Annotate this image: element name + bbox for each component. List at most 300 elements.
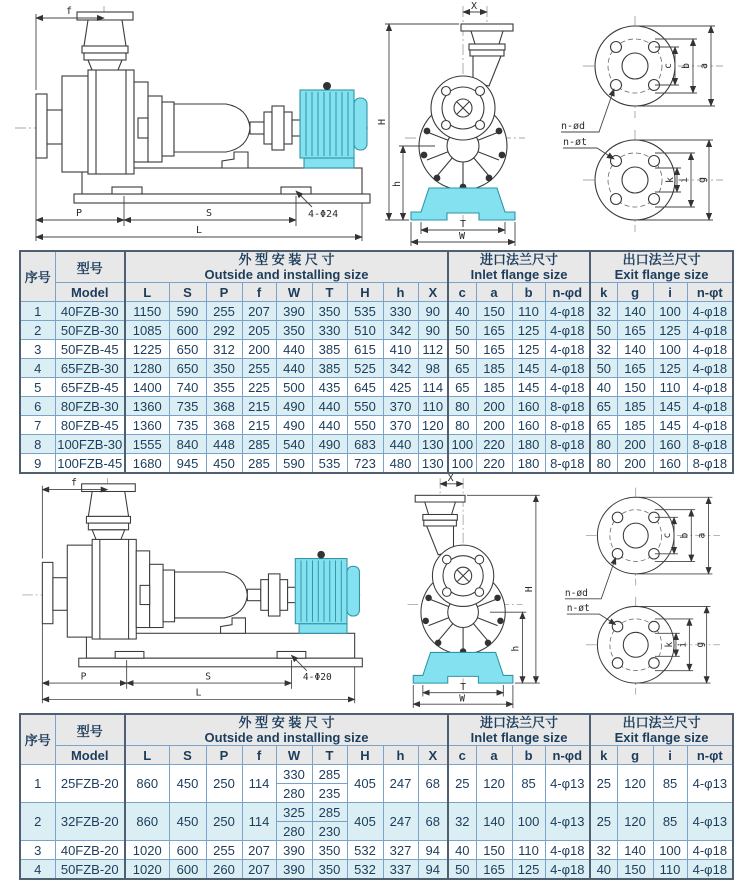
dim-c-label: c: [663, 62, 674, 70]
cell-W: 390: [276, 841, 312, 860]
cell-model: 100FZB-30: [55, 435, 125, 454]
cell-nt: 4-φ18: [687, 860, 733, 880]
flange-detail-drawing-2: [555, 480, 750, 708]
cell-X: 130: [418, 454, 448, 474]
cell-L: 1360: [125, 397, 169, 416]
cell-b: 180: [512, 454, 545, 474]
cell-L: 1360: [125, 416, 169, 435]
header-model-cn: 型号: [55, 251, 125, 283]
cell-T: 350: [312, 841, 347, 860]
dim-L-label: L: [196, 225, 203, 236]
foot-hole-note-1: 4-Φ24: [308, 209, 339, 220]
header-col-T: T: [312, 746, 347, 765]
cell-k: 50: [590, 321, 617, 340]
header-col-h: h: [383, 283, 418, 302]
dim-i-label: i: [679, 176, 690, 184]
cell-X: 130: [418, 435, 448, 454]
header-col-c: c: [448, 746, 476, 765]
cell-i: 85: [653, 803, 687, 841]
cell-f: 225: [242, 378, 276, 397]
header-col-i: i: [653, 746, 687, 765]
cell-b: 125: [512, 860, 545, 880]
cell-P: 312: [206, 340, 242, 359]
cell-T: 330: [312, 321, 347, 340]
cell-nt: 4-φ18: [687, 397, 733, 416]
cell-L: 1085: [125, 321, 169, 340]
cell-nd: 8-φ18: [545, 454, 590, 474]
dim-k-label: k: [665, 176, 676, 184]
cell-k: 50: [590, 359, 617, 378]
cell-T-2: 235: [312, 784, 347, 803]
cell-nt: 8-φ18: [687, 454, 733, 474]
cell-no: 4: [20, 359, 55, 378]
cell-nt: 4-φ18: [687, 841, 733, 860]
header-outside-en: Outside and installing size: [204, 267, 369, 282]
cell-i: 110: [653, 378, 687, 397]
exit-bolt-note: n-øt: [566, 603, 590, 615]
inlet-bolt-note: n-ød: [564, 587, 588, 599]
cell-nd: 4-φ18: [545, 359, 590, 378]
header-exit-group: [590, 714, 733, 746]
cell-L: 1225: [125, 340, 169, 359]
cell-H: 525: [347, 359, 383, 378]
cell-f: 285: [242, 435, 276, 454]
dim-g-label: g: [694, 641, 706, 648]
cell-S: 590: [169, 302, 206, 321]
cell-L: 860: [125, 803, 169, 841]
cell-H: 405: [347, 765, 383, 803]
cell-g: 150: [617, 860, 653, 880]
cell-W: 440: [276, 359, 312, 378]
cell-c: 25: [448, 765, 476, 803]
cell-no: 6: [20, 397, 55, 416]
cell-i: 100: [653, 841, 687, 860]
cell-model: 100FZB-45: [55, 454, 125, 474]
cell-model: 80FZB-45: [55, 416, 125, 435]
table-row: [20, 378, 733, 397]
dim-i-label: i: [677, 641, 689, 648]
header-outside-cn: 外 型 安 装 尺 寸: [238, 715, 335, 730]
cell-T: 440: [312, 416, 347, 435]
cell-X: 114: [418, 378, 448, 397]
cell-f: 207: [242, 841, 276, 860]
cell-nd: 4-φ18: [545, 841, 590, 860]
cell-S: 650: [169, 340, 206, 359]
cell-W: 440: [276, 340, 312, 359]
cell-H: 550: [347, 416, 383, 435]
table-row: [20, 435, 733, 454]
header-col-f: f: [242, 746, 276, 765]
cell-h: 327: [383, 841, 418, 860]
cell-W-2: 280: [276, 822, 312, 841]
cell-T-2: 230: [312, 822, 347, 841]
cell-h: 342: [383, 321, 418, 340]
cell-g: 140: [617, 340, 653, 359]
cell-f: 114: [242, 765, 276, 803]
cell-c: 65: [448, 359, 476, 378]
cell-W: 490: [276, 397, 312, 416]
cell-a: 220: [476, 454, 512, 474]
cell-H: 535: [347, 302, 383, 321]
header-col-b: b: [512, 283, 545, 302]
header-col-a: a: [476, 746, 512, 765]
cell-h: 342: [383, 359, 418, 378]
header-model-en: Model: [55, 746, 125, 765]
header-col-H: H: [347, 283, 383, 302]
cell-no: 7: [20, 416, 55, 435]
cell-i: 100: [653, 340, 687, 359]
cell-H: 532: [347, 860, 383, 880]
dim-X-label: X: [447, 472, 454, 484]
cell-W: 330: [276, 765, 312, 784]
cell-L: 860: [125, 765, 169, 803]
cell-S: 840: [169, 435, 206, 454]
cell-T: 435: [312, 378, 347, 397]
header-col-X: X: [418, 746, 448, 765]
cell-k: 25: [590, 765, 617, 803]
dim-P-label: P: [80, 671, 87, 683]
cell-P: 368: [206, 416, 242, 435]
header-col-k: k: [590, 283, 617, 302]
inlet-bolt-note: n-ød: [561, 121, 586, 132]
cell-model: 50FZB-30: [55, 321, 125, 340]
cell-b: 125: [512, 321, 545, 340]
dim-f-label: f: [71, 477, 77, 489]
cell-X: 120: [418, 416, 448, 435]
header-col-P: P: [206, 283, 242, 302]
table-1-body: [20, 302, 733, 474]
dim-S-label: S: [206, 208, 213, 219]
header-col-W: W: [276, 283, 312, 302]
cell-S: 600: [169, 860, 206, 880]
header-col-h: h: [383, 746, 418, 765]
dim-b-label: b: [681, 62, 692, 70]
cell-c: 50: [448, 340, 476, 359]
cell-a: 220: [476, 435, 512, 454]
header-outside-cn: 外 型 安 装 尺 寸: [238, 252, 335, 267]
header-col-S: S: [169, 746, 206, 765]
header-inlet-group: [448, 251, 590, 283]
cell-S: 740: [169, 378, 206, 397]
header-col-T: T: [312, 283, 347, 302]
cell-no: 8: [20, 435, 55, 454]
dim-a-label: a: [696, 532, 708, 539]
cell-g: 150: [617, 378, 653, 397]
cell-i: 160: [653, 435, 687, 454]
cell-X: 110: [418, 397, 448, 416]
cell-P: 255: [206, 302, 242, 321]
cell-W: 390: [276, 302, 312, 321]
cell-b: 145: [512, 378, 545, 397]
cell-b: 85: [512, 765, 545, 803]
header-inlet-group: [448, 714, 590, 746]
table-row: [20, 321, 733, 340]
cell-i: 160: [653, 454, 687, 474]
header-col-X: X: [418, 283, 448, 302]
cell-b: 160: [512, 397, 545, 416]
cell-L: 1020: [125, 860, 169, 880]
cell-c: 100: [448, 454, 476, 474]
cell-T: 385: [312, 340, 347, 359]
cell-g: 120: [617, 765, 653, 803]
header-col-H: H: [347, 746, 383, 765]
cell-nd: 4-φ18: [545, 340, 590, 359]
cell-g: 140: [617, 841, 653, 860]
header-outside-group: [125, 251, 448, 283]
cell-c: 65: [448, 378, 476, 397]
cell-L: 1400: [125, 378, 169, 397]
cell-S: 600: [169, 841, 206, 860]
cell-f: 215: [242, 397, 276, 416]
cell-a: 150: [476, 302, 512, 321]
drawing-set-2: [0, 472, 750, 708]
cell-nd: 4-φ18: [545, 321, 590, 340]
dim-h-label: h: [392, 180, 403, 188]
cell-f: 207: [242, 860, 276, 880]
cell-W-2: 280: [276, 784, 312, 803]
cell-k: 80: [590, 435, 617, 454]
header-col-L: L: [125, 283, 169, 302]
table-2-body: [20, 765, 733, 880]
cell-b: 125: [512, 340, 545, 359]
cell-c: 50: [448, 321, 476, 340]
cell-b: 110: [512, 841, 545, 860]
dim-c-label: c: [662, 532, 674, 539]
cell-P: 250: [206, 765, 242, 803]
cell-c: 50: [448, 860, 476, 880]
header-seq: 序号: [20, 251, 55, 302]
header-exit-cn: 出口法兰尺寸: [622, 715, 701, 730]
pump-front-view-drawing-2: [375, 472, 555, 708]
cell-nt: 4-φ18: [687, 302, 733, 321]
dim-T-label: T: [460, 219, 467, 230]
cell-W: 540: [276, 435, 312, 454]
dim-k-label: k: [664, 641, 676, 648]
header-col-f: f: [242, 283, 276, 302]
cell-P: 260: [206, 860, 242, 880]
cell-f: 215: [242, 416, 276, 435]
cell-S: 735: [169, 397, 206, 416]
table-row: [20, 454, 733, 474]
cell-c: 80: [448, 416, 476, 435]
header-exit-cn: 出口法兰尺寸: [622, 252, 701, 267]
header-col-a: a: [476, 283, 512, 302]
cell-g: 120: [617, 803, 653, 841]
dimension-table-1: [19, 250, 734, 474]
cell-k: 65: [590, 397, 617, 416]
table-row: [20, 416, 733, 435]
cell-model: 80FZB-30: [55, 397, 125, 416]
cell-h: 480: [383, 454, 418, 474]
cell-H: 645: [347, 378, 383, 397]
cell-L: 1280: [125, 359, 169, 378]
header-col-i: i: [653, 283, 687, 302]
table-row: [20, 803, 733, 822]
cell-no: 1: [20, 765, 55, 803]
cell-f: 114: [242, 803, 276, 841]
header-exit-en: Exit flange size: [614, 267, 709, 282]
header-col-n-φd: n-φd: [545, 283, 590, 302]
cell-T: 350: [312, 860, 347, 880]
cell-k: 80: [590, 454, 617, 474]
cell-b: 160: [512, 416, 545, 435]
cell-i: 110: [653, 860, 687, 880]
cell-model: 50FZB-45: [55, 340, 125, 359]
flange-detail-drawing-1: [555, 0, 750, 245]
header-model-cn: 型号: [55, 714, 125, 746]
cell-k: 40: [590, 860, 617, 880]
cell-a: 200: [476, 397, 512, 416]
dim-f-label: f: [66, 6, 73, 17]
header-seq: 序号: [20, 714, 55, 765]
cell-a: 185: [476, 359, 512, 378]
header-inlet-cn: 进口法兰尺寸: [480, 715, 559, 730]
cell-g: 200: [617, 435, 653, 454]
dim-X-label: X: [471, 1, 478, 12]
header-col-g: g: [617, 746, 653, 765]
cell-k: 32: [590, 841, 617, 860]
cell-nd: 8-φ18: [545, 397, 590, 416]
cell-H: 510: [347, 321, 383, 340]
cell-g: 140: [617, 302, 653, 321]
cell-X: 90: [418, 321, 448, 340]
cell-i: 100: [653, 302, 687, 321]
dim-H-label: H: [377, 118, 388, 126]
cell-a: 185: [476, 378, 512, 397]
cell-H: 532: [347, 841, 383, 860]
cell-k: 40: [590, 378, 617, 397]
cell-L: 1680: [125, 454, 169, 474]
dim-a-label: a: [699, 62, 710, 70]
pump-side-view-drawing-2: [0, 477, 375, 708]
cell-model: 65FZB-30: [55, 359, 125, 378]
cell-i: 125: [653, 321, 687, 340]
cell-T: 350: [312, 302, 347, 321]
cell-W: 500: [276, 378, 312, 397]
cell-T: 490: [312, 435, 347, 454]
cell-nt: 4-φ18: [687, 340, 733, 359]
cell-W: 390: [276, 860, 312, 880]
cell-H: 550: [347, 397, 383, 416]
header-col-c: c: [448, 283, 476, 302]
cell-P: 368: [206, 397, 242, 416]
cell-nd: 4-φ13: [545, 765, 590, 803]
header-col-g: g: [617, 283, 653, 302]
cell-nt: 4-φ13: [687, 803, 733, 841]
cell-P: 448: [206, 435, 242, 454]
cell-c: 40: [448, 841, 476, 860]
cell-P: 292: [206, 321, 242, 340]
cell-no: 3: [20, 841, 55, 860]
cell-h: 425: [383, 378, 418, 397]
cell-H: 405: [347, 803, 383, 841]
dim-b-label: b: [679, 532, 691, 539]
header-inlet-cn: 进口法兰尺寸: [480, 252, 559, 267]
cell-h: 337: [383, 860, 418, 880]
header-col-k: k: [590, 746, 617, 765]
cell-a: 150: [476, 841, 512, 860]
cell-h: 370: [383, 397, 418, 416]
header-col-W: W: [276, 746, 312, 765]
cell-L: 1020: [125, 841, 169, 860]
cell-f: 285: [242, 454, 276, 474]
cell-W: 350: [276, 321, 312, 340]
cell-a: 165: [476, 860, 512, 880]
table-row: [20, 302, 733, 321]
cell-S: 650: [169, 359, 206, 378]
cell-nd: 4-φ18: [545, 860, 590, 880]
dim-S-label: S: [205, 671, 211, 683]
cell-H: 683: [347, 435, 383, 454]
cell-g: 185: [617, 416, 653, 435]
cell-nd: 4-φ13: [545, 803, 590, 841]
cell-no: 2: [20, 803, 55, 841]
cell-a: 165: [476, 340, 512, 359]
cell-no: 1: [20, 302, 55, 321]
cell-S: 735: [169, 416, 206, 435]
cell-L: 1555: [125, 435, 169, 454]
header-inlet-en: Inlet flange size: [470, 730, 568, 745]
cell-W: 325: [276, 803, 312, 822]
cell-nd: 4-φ18: [545, 378, 590, 397]
cell-k: 25: [590, 803, 617, 841]
cell-S: 450: [169, 803, 206, 841]
cell-T: 385: [312, 359, 347, 378]
cell-nt: 4-φ18: [687, 359, 733, 378]
subheader-row: [20, 746, 733, 765]
drawing-set-1: [0, 0, 750, 245]
cell-i: 145: [653, 397, 687, 416]
cell-P: 250: [206, 803, 242, 841]
header-inlet-en: Inlet flange size: [470, 267, 568, 282]
table-row: [20, 397, 733, 416]
cell-X: 68: [418, 803, 448, 841]
cell-i: 145: [653, 416, 687, 435]
cell-W: 490: [276, 416, 312, 435]
cell-a: 200: [476, 416, 512, 435]
header-col-n-φt: n-φt: [687, 283, 733, 302]
dim-W-label: W: [459, 693, 466, 705]
dim-P-label: P: [76, 208, 83, 219]
cell-P: 450: [206, 454, 242, 474]
dim-g-label: g: [697, 176, 708, 184]
cell-X: 68: [418, 765, 448, 803]
cell-g: 200: [617, 454, 653, 474]
header-outside-en: Outside and installing size: [204, 730, 369, 745]
cell-T: 285: [312, 765, 347, 784]
cell-H: 723: [347, 454, 383, 474]
header-model-en: Model: [55, 283, 125, 302]
cell-f: 200: [242, 340, 276, 359]
cell-model: 40FZB-20: [55, 841, 125, 860]
cell-X: 94: [418, 860, 448, 880]
cell-nd: 8-φ18: [545, 416, 590, 435]
cell-S: 945: [169, 454, 206, 474]
table-row: [20, 765, 733, 784]
table-row: [20, 340, 733, 359]
cell-nt: 8-φ18: [687, 435, 733, 454]
cell-no: 4: [20, 860, 55, 880]
header-col-n-φd: n-φd: [545, 746, 590, 765]
cell-a: 165: [476, 321, 512, 340]
table-row: [20, 359, 733, 378]
cell-f: 255: [242, 359, 276, 378]
cell-no: 2: [20, 321, 55, 340]
cell-f: 207: [242, 302, 276, 321]
cell-g: 165: [617, 321, 653, 340]
cell-i: 85: [653, 765, 687, 803]
exit-bolt-note: n-øt: [563, 137, 588, 148]
